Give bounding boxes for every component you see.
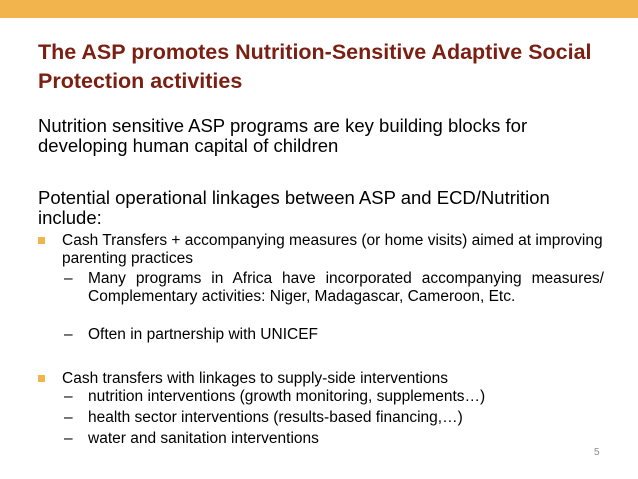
- sub-item-text: Often in partnership with UNICEF: [88, 326, 319, 343]
- square-bullet-icon: [38, 237, 45, 244]
- intro-text: Nutrition sensitive ASP programs are key building blocks for developing human capital of children: [38, 115, 528, 156]
- sub-item-programs-in-africa: [64, 270, 604, 306]
- sub-item-water-sanitation-interventions: [64, 430, 604, 448]
- dash-marker: –: [64, 270, 73, 287]
- sub-item-health-sector-interventions: [64, 409, 604, 427]
- top-accent-bar: [0, 0, 638, 18]
- bullet-item-supply-side-linkages: [38, 370, 604, 388]
- sub-item-text: water and sanitation interventions: [88, 430, 319, 447]
- page-number: 5: [594, 447, 600, 458]
- square-bullet-icon: [38, 375, 45, 382]
- sub-item-text: nutrition interventions (growth monitoring, supplements…): [88, 388, 486, 405]
- linkages-heading: Potential operational linkages between ASP and ECD/Nutrition include:: [38, 187, 550, 228]
- dash-marker: –: [64, 326, 73, 343]
- bullet-text: Cash Transfers + accompanying measures (or home visits) aimed at improving parenting practices: [62, 232, 603, 267]
- sub-item-unicef-partnership: [64, 326, 604, 344]
- sub-item-text: Many programs in Africa have incorporated accompanying measures/ Complementary activities: Niger, Madagascar, Cameroon, Etc.: [88, 270, 604, 305]
- dash-marker: –: [64, 409, 73, 426]
- dash-marker: –: [64, 430, 73, 447]
- dash-marker: –: [64, 388, 73, 405]
- slide-title: The ASP promotes Nutrition-Sensitive Adaptive Social Protection activities: [38, 40, 592, 93]
- sub-item-text: health sector interventions (results-based financing,…): [88, 409, 463, 426]
- bullet-text: Cash transfers with linkages to supply-side interventions: [62, 370, 448, 387]
- bullet-item-cash-transfers-accompanying: [38, 232, 604, 268]
- sub-item-nutrition-interventions: [64, 388, 604, 406]
